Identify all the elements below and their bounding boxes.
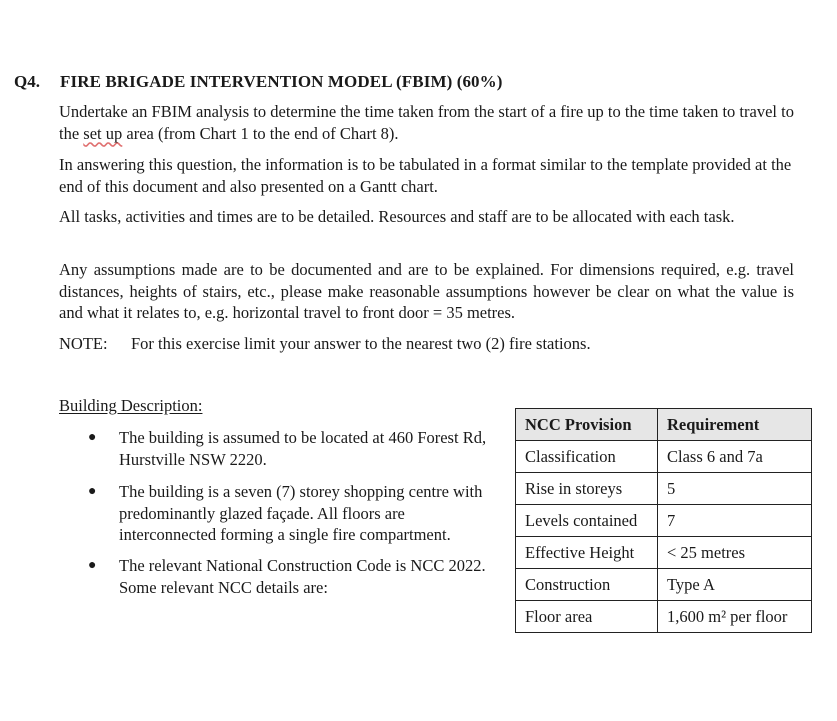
table-header-row [516, 409, 812, 441]
question-number: Q4. [14, 72, 40, 91]
table-row [516, 601, 812, 633]
instruction-paragraph-3: All tasks, activities and times are to be detailed. Resources and staff are to be allocated with each task. [59, 207, 735, 226]
table-cell: Construction [516, 569, 658, 601]
bullet-icon: ● [88, 430, 97, 445]
note-row [59, 333, 591, 355]
table-row [516, 473, 812, 505]
p1-text-end: area (from Chart 1 to the end of Chart 8). [122, 123, 399, 143]
list-item [88, 555, 498, 598]
table-row [516, 505, 812, 537]
table-cell: Floor area [516, 601, 658, 633]
building-description-heading: Building Description: [59, 396, 203, 415]
table-cell: Rise in storeys [516, 473, 658, 505]
note-text: For this exercise limit your answer to the nearest two (2) fire stations. [131, 334, 591, 353]
table-cell: 5 [658, 473, 812, 505]
table-cell: Levels contained [516, 505, 658, 537]
table-cell: Effective Height [516, 537, 658, 569]
bullet-icon: ● [88, 558, 97, 573]
table-row [516, 569, 812, 601]
p1-text-start: Undertake an FBIM analysis to determine the time taken from the start of a fire up to the time taken to travel to the [59, 102, 794, 143]
column-header: Requirement [658, 409, 812, 441]
list-item-text: The relevant National Construction Code is NCC 2022. Some relevant NCC details are: [119, 556, 486, 597]
table-cell: Class 6 and 7a [658, 441, 812, 473]
list-item [88, 427, 498, 470]
table-cell: Type A [658, 569, 812, 601]
list-item-text: The building is a seven (7) storey shopping centre with predominantly glazed façade. All floors are interconnected forming a single fire compartment. [119, 482, 483, 544]
list-item-text: The building is assumed to be located at 460 Forest Rd, Hurstville NSW 2220. [119, 428, 487, 469]
instruction-paragraph-1 [59, 101, 794, 144]
bullet-icon: ● [88, 484, 97, 499]
table-cell: < 25 metres [658, 537, 812, 569]
instruction-paragraph-4: Any assumptions made are to be documented and are to be explained. For dimensions required, e.g. travel distances, heights of stairs, etc., please make reasonable assumptions however be clear on what the value is and what it relates to, e.g. horizontal travel to front door = 35 metres. [59, 260, 794, 322]
list-item [88, 481, 498, 546]
table-row [516, 441, 812, 473]
table-row [516, 537, 812, 569]
spellcheck-flagged-text[interactable]: set up [83, 123, 123, 143]
column-header: NCC Provision [516, 409, 658, 441]
note-label: NOTE: [59, 334, 108, 353]
ncc-provisions-table [515, 408, 812, 633]
question-title: FIRE BRIGADE INTERVENTION MODEL (FBIM) (60%) [60, 72, 503, 91]
table-cell: 1,600 m² per floor [658, 601, 812, 633]
table-cell: 7 [658, 505, 812, 537]
instruction-paragraph-2: In answering this question, the information is to be tabulated in a format similar to the template provided at the end of this document and also presented on a Gantt chart. [59, 155, 792, 196]
table-cell: Classification [516, 441, 658, 473]
